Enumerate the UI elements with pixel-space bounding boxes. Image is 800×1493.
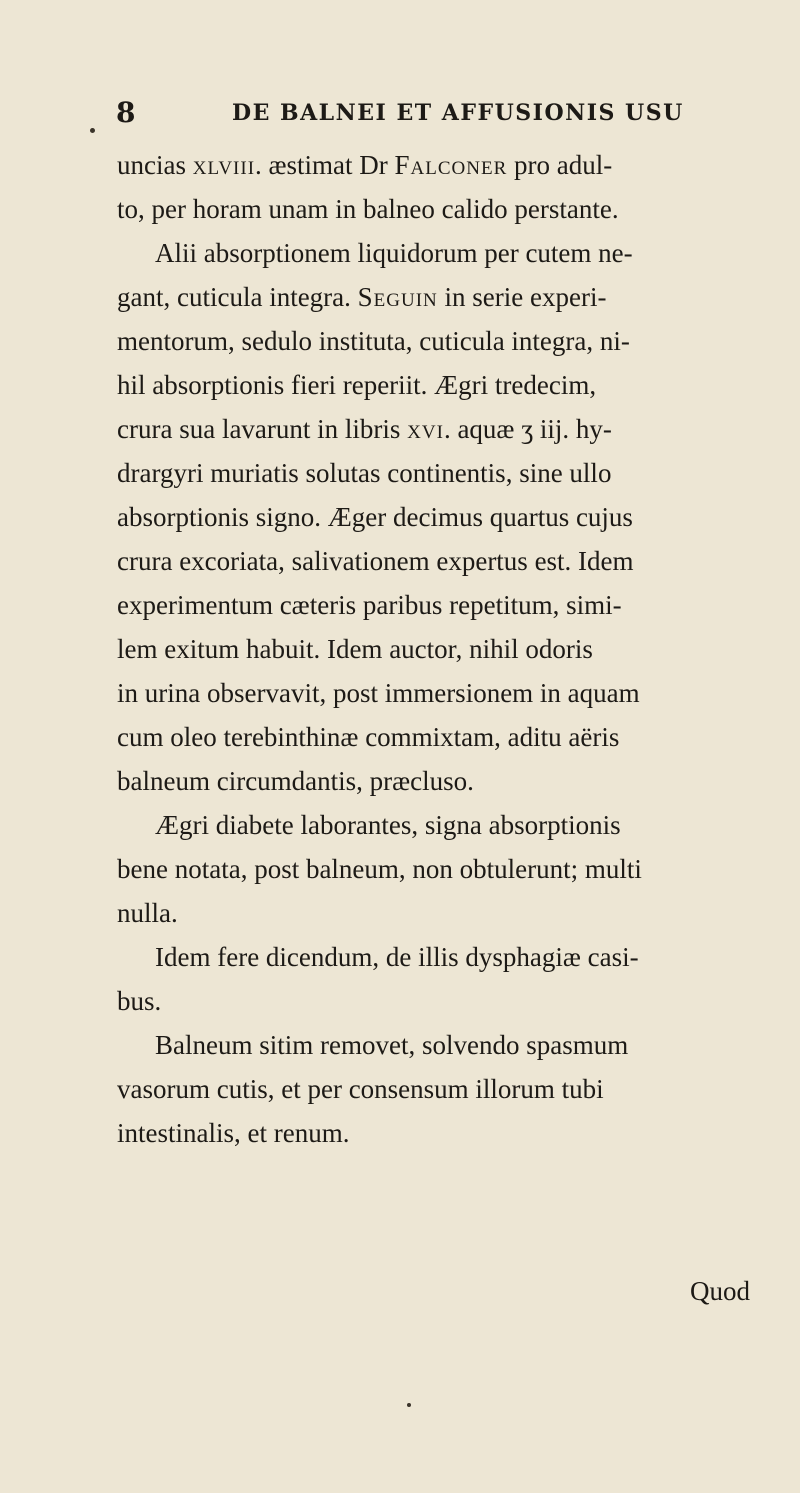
line-text: intestinalis, et renum. [117,1118,350,1148]
line-text: drargyri muriatis solutas continentis, sine ullo [117,458,612,488]
line-text: bus. [117,986,162,1016]
page-number: 8 [116,96,137,129]
line-text: absorptionis signo. Æger decimus quartus cujus [117,502,633,532]
text-line [117,592,622,619]
line-text: nulla. [117,898,178,928]
line-text: vasorum cutis, et per consensum illorum tubi [117,1074,604,1104]
text-line [117,372,596,399]
text-line [117,1076,604,1103]
text-line [117,196,619,223]
line-text: uncias [117,150,193,180]
line-text: in serie experi- [437,282,607,312]
small-caps-text: Seguin [357,282,438,312]
text-line [117,460,611,487]
text-line [117,988,161,1015]
line-text: Balneum sitim removet, solvendo spasmum [155,1030,629,1060]
text-line [117,504,633,531]
line-text: cum oleo terebinthinæ commixtam, aditu aëris [117,722,620,752]
small-caps-text: xlviii [192,150,256,180]
line-text: . aquæ ʒ iij. hy- [443,414,612,444]
text-line [155,944,639,971]
text-line [155,240,633,267]
line-text: . æstimat Dr [255,150,395,180]
text-line [117,724,619,751]
ink-speck [90,128,95,133]
text-line [155,1032,628,1059]
line-text: crura excoriata, salivationem expertus est. Idem [117,546,634,576]
running-title: DE BALNEI ET AFFUSIONIS USU [232,100,684,126]
line-text: lem exitum habuit. Idem auctor, nihil odoris [117,634,593,664]
small-caps-text: Falconer [394,150,508,180]
line-text: experimentum cæteris paribus repetitum, simi- [117,590,622,620]
text-line [117,284,606,311]
line-text: to, per horam unam in balneo calido perstante. [117,194,619,224]
text-line [117,416,612,443]
line-text: Ægri diabete laborantes, signa absorptionis [155,810,621,840]
text-line [117,1120,349,1147]
text-line [117,548,634,575]
line-text: in urina observavit, post immersionem in aquam [117,678,640,708]
text-line [155,812,621,839]
text-line [117,768,474,795]
line-text: pro adul- [507,150,613,180]
catchword: Quod [690,1276,750,1306]
line-text: hil absorptionis fieri reperiit. Ægri tredecim, [117,370,597,400]
line-text: Alii absorptionem liquidorum per cutem ne- [155,238,633,268]
text-line [117,680,640,707]
ink-speck [407,1403,411,1407]
line-text: gant, cuticula integra. [117,282,358,312]
text-line [117,152,612,179]
small-caps-text: xvi [407,414,444,444]
line-text: balneum circumdantis, præcluso. [117,766,474,796]
text-line [117,328,630,355]
text-line [117,900,178,927]
text-line [117,856,642,883]
text-line [117,636,593,663]
line-text: crura sua lavarunt in libris [117,414,408,444]
line-text: bene notata, post balneum, non obtulerunt; multi [117,854,642,884]
line-text: mentorum, sedulo instituta, cuticula integra, ni- [117,326,630,356]
line-text: Idem fere dicendum, de illis dysphagiæ casi- [155,942,639,972]
